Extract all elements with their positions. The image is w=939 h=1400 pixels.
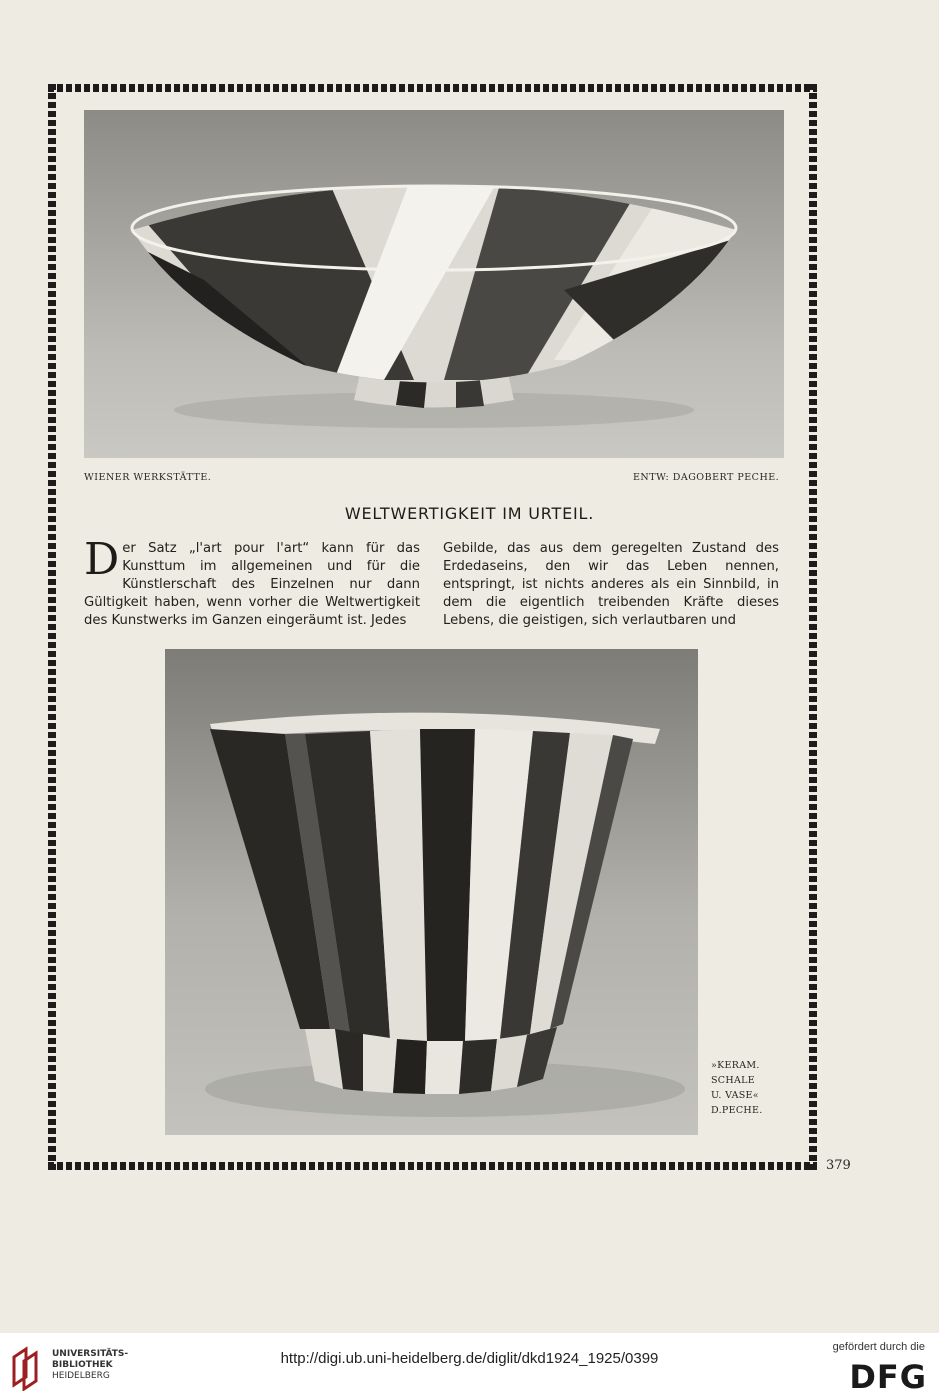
frame-right [809, 84, 817, 1170]
vase-caption-line: U. VASE« [711, 1090, 759, 1101]
article-column-left [84, 534, 420, 630]
vase-caption-line: D.PECHE. [711, 1105, 763, 1116]
frame-left [48, 84, 56, 1170]
vase-caption-line: SCHALE [711, 1075, 755, 1086]
permalink-url[interactable]: http://digi.ub.uni-heidelberg.de/diglit/dkd1924_1925/0399 [280, 1350, 659, 1367]
top-photo-caption-right: ENTW: DAGOBERT PECHE. [633, 472, 780, 483]
article-text-right: Gebilde, das aus dem geregelten Zustand des Erdedaseins, den wir das Leben nennen, entspringt, ist nichts anderes als ein Sinnbild, in dem die eigentlich treibenden Kräfte dieses Lebens, die geistigen, sich verlautbaren und [443, 541, 779, 628]
article-column-right [443, 540, 779, 630]
library-name-line: HEIDELBERG [52, 1371, 110, 1381]
dfg-logo: DFG [849, 1358, 927, 1396]
vase-caption [711, 1058, 763, 1118]
article-text-left: er Satz „l'art pour l'art“ kann für das Kunsttum im allgemeinen und für die Künstlerschaft des Einzelnen nur dann Gültigkeit haben, wenn vorher die Weltwertigkeit des Kunstwerks im Ganzen eingeräumt ist. Jedes [84, 541, 420, 628]
vase-photo [165, 649, 698, 1135]
viewer-footer [0, 1333, 939, 1400]
frame-top [48, 84, 817, 92]
frame-bottom [48, 1162, 817, 1170]
vase-caption-line: »KERAM. [711, 1060, 760, 1071]
page-number: 379 [826, 1158, 851, 1173]
article-title: WELTWERTIGKEIT IM URTEIL. [344, 504, 595, 523]
drop-cap: D [84, 534, 120, 585]
library-name-line: UNIVERSITÄTS- [52, 1349, 129, 1359]
funding-label: gefördert durch die [832, 1341, 925, 1353]
top-photo-caption-left: WIENER WERKSTÄTTE. [84, 472, 212, 483]
library-name-line: BIBLIOTHEK [52, 1360, 113, 1370]
bowl-photo [84, 110, 784, 458]
